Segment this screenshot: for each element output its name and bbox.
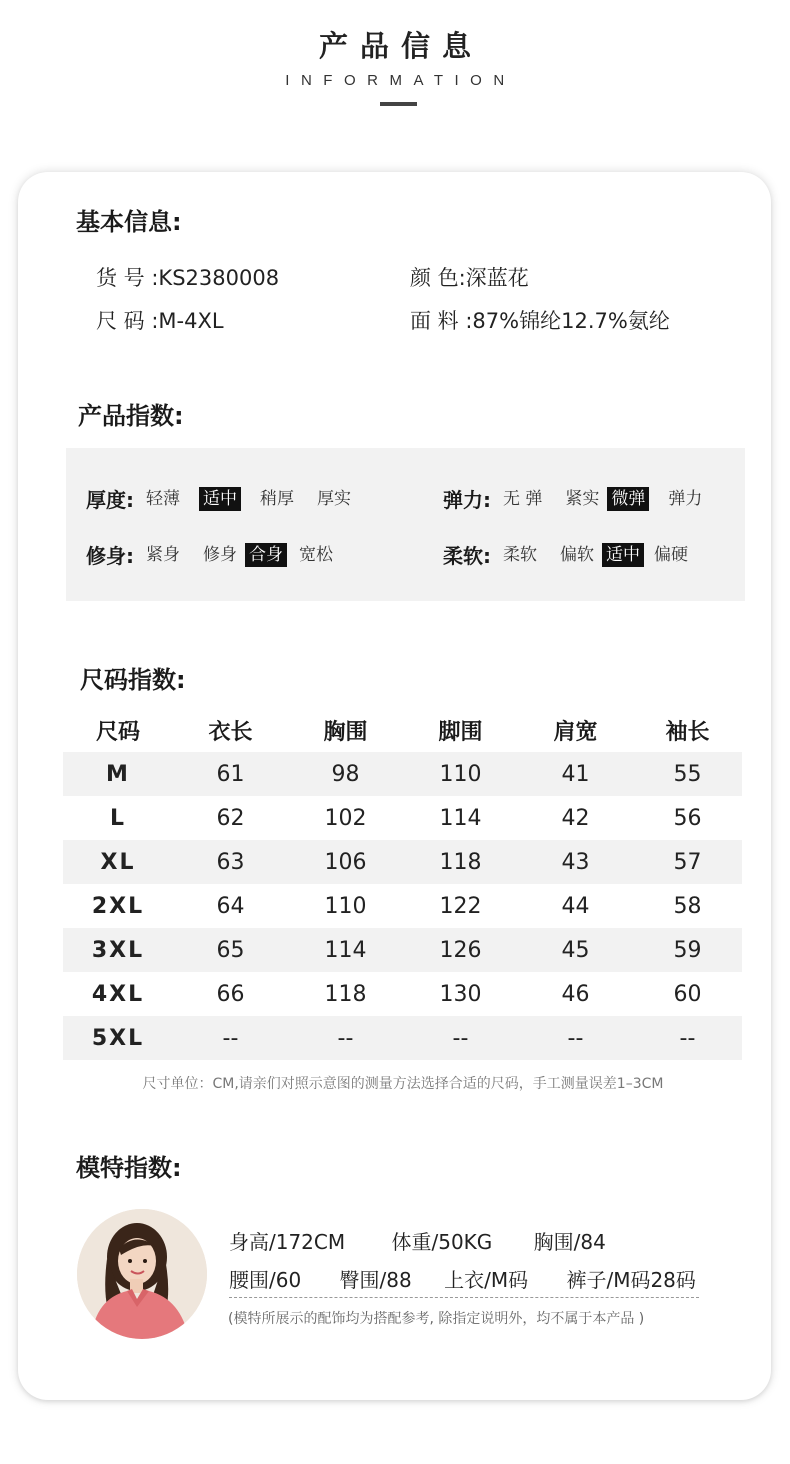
table-cell: 118 — [439, 849, 482, 875]
index-option: 修身 — [203, 544, 237, 565]
size-header-cell: 袖长 — [665, 719, 710, 745]
table-cell: 126 — [439, 937, 482, 963]
product-index-panel — [66, 448, 745, 601]
index-option-selected: 微弹 — [607, 487, 649, 511]
table-cell: -- — [337, 1025, 354, 1051]
basic-item-color: 颜 色:深蓝花 — [410, 266, 529, 290]
index-option: 柔软 — [503, 544, 537, 565]
header-subtitle: INFORMATION — [285, 72, 516, 89]
size-header-cell: 衣长 — [208, 719, 253, 745]
model-stat: 裤子/M码28码 — [566, 1268, 696, 1292]
table-cell: 122 — [439, 893, 482, 919]
table-cell: 57 — [673, 849, 702, 875]
size-cell: 3XL — [91, 937, 145, 963]
size-cell: M — [106, 761, 130, 787]
size-header-cell: 胸围 — [323, 719, 368, 745]
size-table — [63, 708, 742, 1060]
index-label: 弹力: — [443, 488, 491, 512]
table-cell: 55 — [673, 761, 702, 787]
table-cell: 44 — [561, 893, 590, 919]
index-row-softness — [443, 540, 707, 569]
header-divider — [380, 102, 417, 106]
table-cell: 110 — [439, 761, 482, 787]
table-cell: -- — [222, 1025, 239, 1051]
size-table-note: 尺寸单位：CM,请亲们对照示意图的测量方法选择合适的尺码，手工测量误差1–3CM — [142, 1076, 664, 1092]
table-cell: 41 — [561, 761, 590, 787]
table-row — [63, 1016, 742, 1060]
index-label: 柔软: — [443, 544, 491, 568]
size-cell: XL — [100, 849, 136, 875]
table-row — [63, 796, 742, 840]
index-option: 宽松 — [299, 544, 333, 565]
table-cell: 114 — [439, 805, 482, 831]
table-cell: 65 — [216, 937, 245, 963]
model-stats-line-1 — [229, 1226, 642, 1255]
model-stat: 身高/172CM — [229, 1230, 346, 1254]
table-cell: 66 — [216, 981, 245, 1007]
model-avatar — [77, 1209, 207, 1339]
size-cell: L — [109, 805, 127, 831]
size-cell: 2XL — [91, 893, 145, 919]
table-cell: 58 — [673, 893, 702, 919]
table-cell: 114 — [324, 937, 367, 963]
table-cell: 42 — [561, 805, 590, 831]
table-cell: 60 — [673, 981, 702, 1007]
model-photo-illustration — [77, 1209, 207, 1339]
table-cell: 62 — [216, 805, 245, 831]
basic-info-title: 基本信息: — [76, 208, 182, 236]
model-stat: 臀围/88 — [339, 1268, 412, 1292]
basic-item-sku: 货 号 :KS2380008 — [96, 266, 280, 290]
index-label: 修身: — [86, 544, 134, 568]
index-row-fit — [86, 540, 352, 569]
table-cell: 46 — [561, 981, 590, 1007]
table-cell: 63 — [216, 849, 245, 875]
table-cell: 56 — [673, 805, 702, 831]
index-row-elasticity — [443, 484, 721, 513]
size-index-title: 尺码指数: — [80, 666, 186, 694]
table-cell: 59 — [673, 937, 702, 963]
index-row-thickness — [86, 484, 370, 513]
index-option: 弹力 — [668, 488, 703, 509]
header-title: 产品信息 — [318, 29, 483, 63]
index-option: 厚实 — [317, 488, 351, 509]
index-option-selected: 合身 — [245, 543, 287, 567]
index-option: 紧实 — [565, 488, 600, 509]
table-row — [63, 752, 742, 796]
product-index-title: 产品指数: — [78, 402, 184, 430]
table-cell: 64 — [216, 893, 245, 919]
table-cell: 98 — [331, 761, 360, 787]
table-row — [63, 840, 742, 884]
table-cell: 106 — [324, 849, 367, 875]
index-option: 无 弹 — [503, 488, 543, 509]
model-stat: 腰围/60 — [229, 1268, 302, 1292]
table-cell: -- — [679, 1025, 696, 1051]
model-index-title: 模特指数: — [76, 1154, 182, 1182]
model-divider — [229, 1297, 699, 1298]
table-cell: 45 — [561, 937, 590, 963]
index-option: 轻薄 — [146, 488, 180, 509]
table-row — [63, 972, 742, 1016]
index-option: 偏硬 — [654, 544, 688, 565]
table-row — [63, 884, 742, 928]
model-stats-line-2 — [229, 1264, 696, 1293]
index-label: 厚度: — [86, 488, 134, 512]
table-cell: 110 — [324, 893, 367, 919]
size-header-cell: 脚围 — [438, 719, 483, 745]
index-option: 紧身 — [146, 544, 180, 565]
basic-item-fabric: 面 料 :87%锦纶12.7%氨纶 — [410, 309, 670, 333]
model-stat: 体重/50KG — [391, 1230, 493, 1254]
size-cell: 5XL — [91, 1025, 145, 1051]
size-table-header — [63, 708, 742, 752]
table-cell: 61 — [216, 761, 245, 787]
model-stat: 胸围/84 — [533, 1230, 606, 1254]
table-cell: 43 — [561, 849, 590, 875]
table-cell: -- — [452, 1025, 469, 1051]
index-option-selected: 适中 — [199, 487, 241, 511]
table-cell: 102 — [324, 805, 367, 831]
index-option-selected: 适中 — [602, 543, 644, 567]
table-cell: -- — [567, 1025, 584, 1051]
table-row — [63, 928, 742, 972]
model-note: (模特所展示的配饰均为搭配参考, 除指定说明外，均不属于本产品 ) — [228, 1311, 645, 1327]
index-option: 偏软 — [560, 544, 594, 565]
index-option: 稍厚 — [260, 488, 294, 509]
size-header-cell: 尺码 — [95, 719, 140, 745]
size-cell: 4XL — [91, 981, 145, 1007]
table-cell: 118 — [324, 981, 367, 1007]
size-header-cell: 肩宽 — [553, 719, 598, 745]
table-cell: 130 — [439, 981, 482, 1007]
basic-item-size: 尺 码 :M-4XL — [96, 309, 224, 333]
model-stat: 上衣/M码 — [444, 1268, 529, 1292]
